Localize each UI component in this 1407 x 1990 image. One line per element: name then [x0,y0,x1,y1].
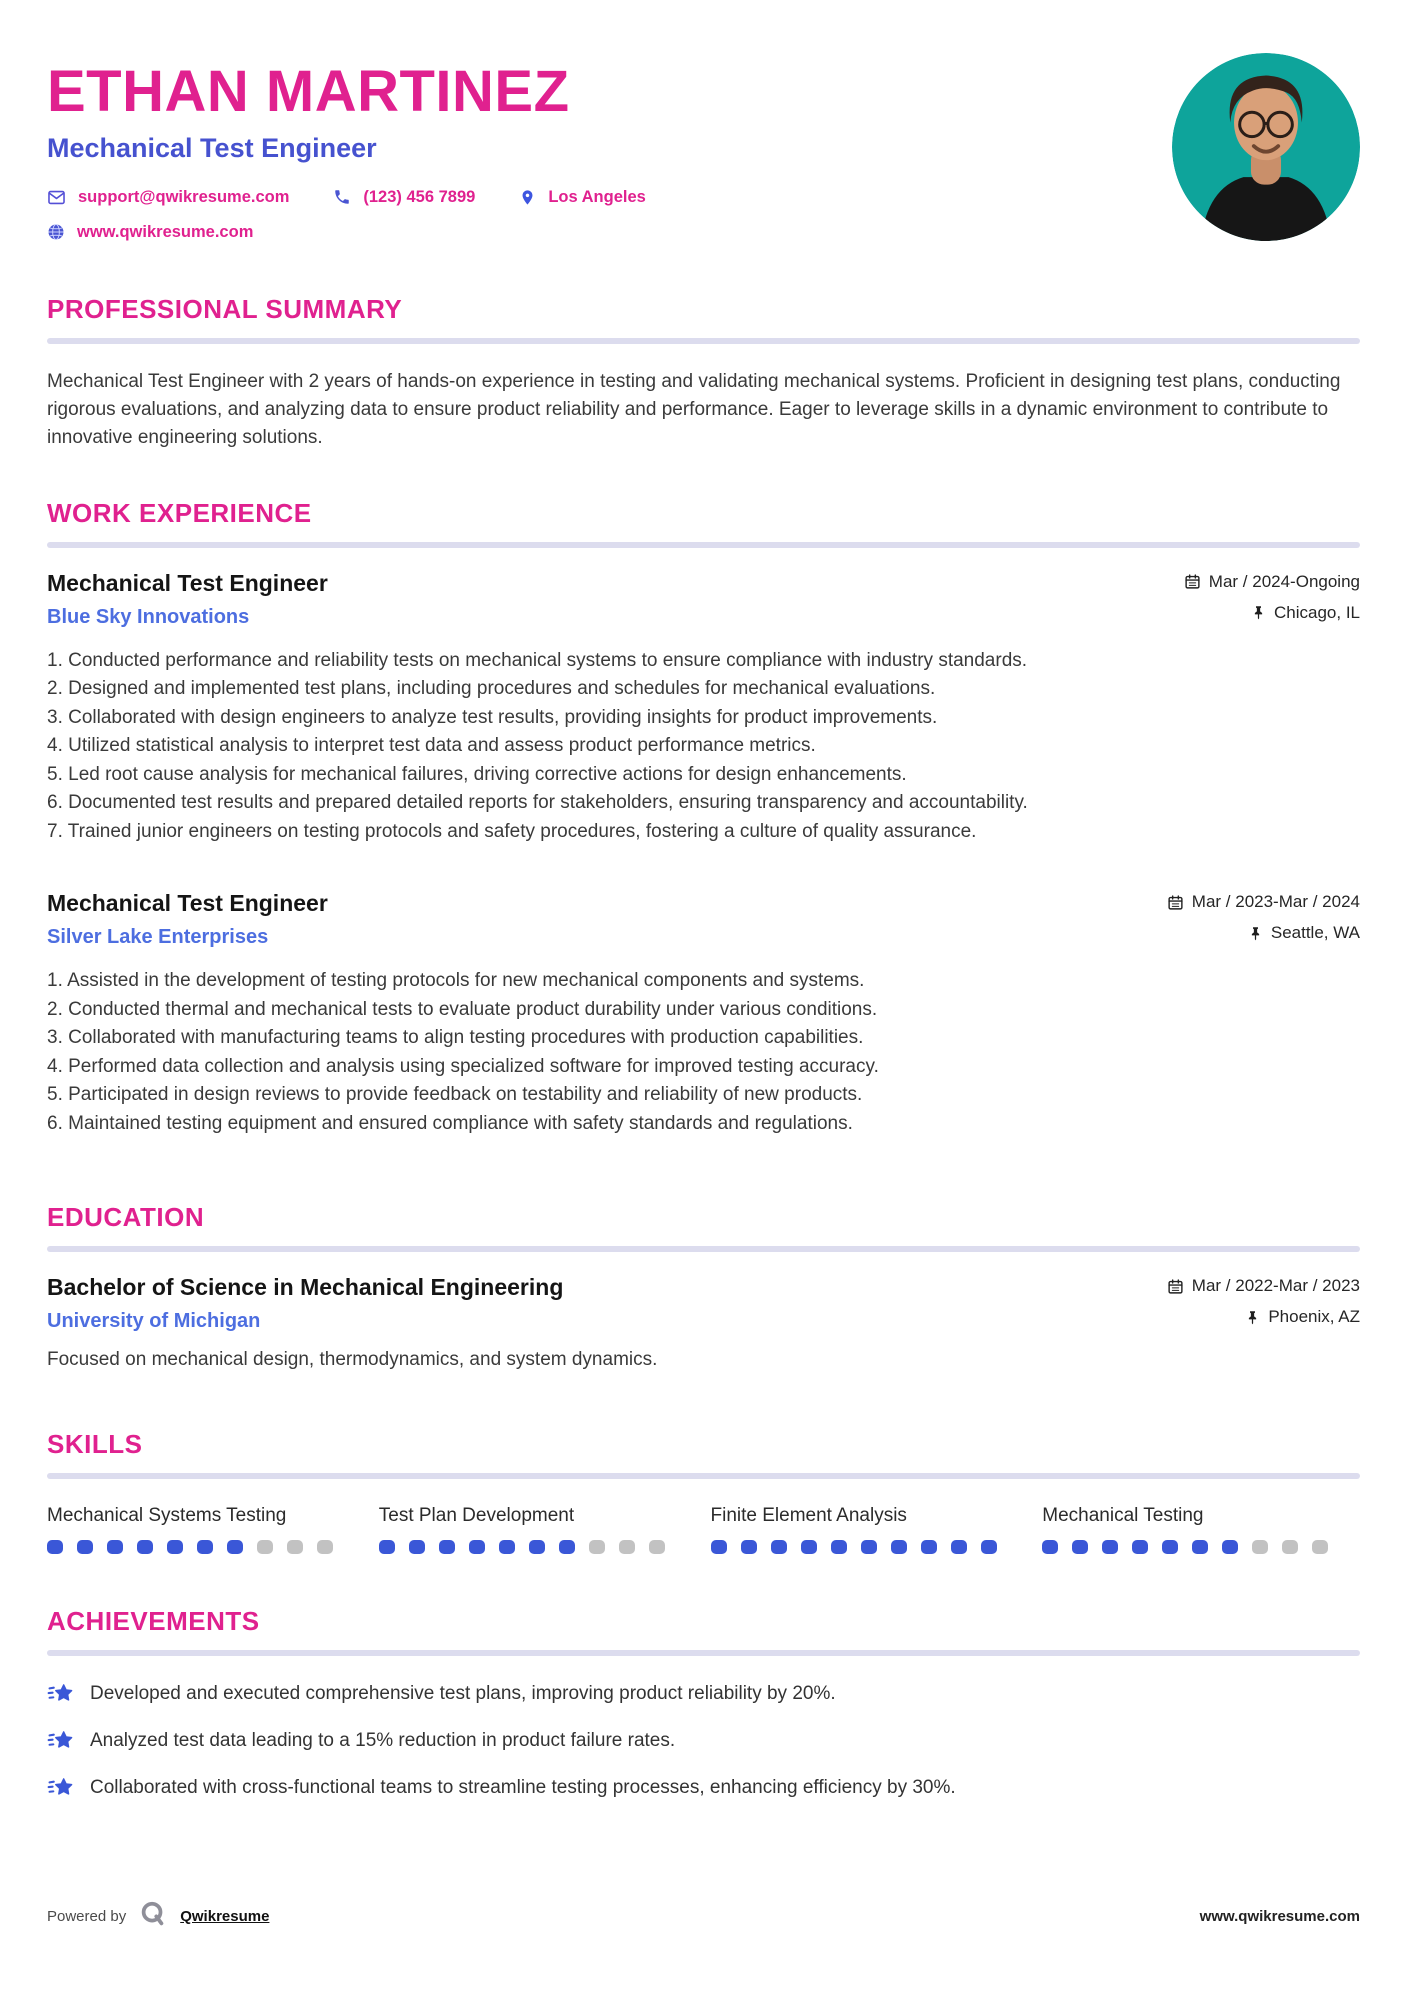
skill-dot-filled [77,1540,93,1554]
job-location [1251,603,1360,623]
job-dates-text: Mar / 2023-Mar / 2024 [1191,892,1360,912]
job-dates [1184,572,1360,592]
jobs-list [47,570,1360,1139]
job-company: Silver Lake Enterprises [47,926,269,949]
skill-item [1042,1505,1360,1554]
skill-dot-filled [167,1540,183,1554]
job-bullet: 4. Utilized statistical analysis to interpret test data and assess product performance metrics. [47,735,816,757]
skill-name: Finite Element Analysis [710,1505,907,1527]
achievement-star-icon [47,1774,75,1802]
contact-email-text: support@qwikresume.com [78,187,290,206]
skill-name: Test Plan Development [378,1505,575,1527]
skill-name: Mechanical Testing [1042,1505,1204,1527]
achievement-item [47,1774,1360,1802]
achievements-list [47,1680,1360,1802]
summary-text: Mechanical Test Engineer with 2 years of hands-on experience in testing and validating mechanical systems. Proficient in designing test plans, conducting rigorous evaluations, and analyzing data to ensure product reliability and performance. Eager to leverage skills in a dynamic environment to contribute to innovative engineering solutions. [47,370,1341,448]
skill-dot-filled [861,1540,877,1554]
pushpin-icon [1245,1310,1260,1325]
job-bullet: 2. Conducted thermal and mechanical tests to evaluate product durability under various conditions. [47,998,878,1020]
resume-header [47,59,1360,242]
section-skills [47,1429,1360,1554]
section-divider [47,338,1360,344]
job-bullet: 6. Maintained testing equipment and ensured compliance with safety standards and regulations. [47,1112,853,1134]
skill-name: Mechanical Systems Testing [47,1505,287,1527]
footer-website[interactable]: www.qwikresume.com [1199,1908,1360,1925]
skill-dot-filled [529,1540,545,1554]
achievements-heading: ACHIEVEMENTS [47,1606,260,1637]
skill-dot-filled [47,1540,63,1554]
job-bullets [47,647,1360,847]
achievement-item [47,1680,1360,1708]
job-bullet: 4. Performed data collection and analysis using specialized software for improved testing accuracy. [47,1055,879,1077]
skill-dot-empty [649,1540,665,1554]
skill-dot-filled [499,1540,515,1554]
skill-dot-filled [1102,1540,1118,1554]
skill-level-dots [1042,1540,1360,1554]
job-bullet: 5. Participated in design reviews to provide feedback on testability and reliability of new products. [47,1084,863,1106]
education-location [1245,1307,1360,1327]
job-bullet: 1. Assisted in the development of testing protocols for new mechanical components and systems. [47,970,865,992]
section-achievements [47,1606,1360,1802]
job-bullet: 3. Collaborated with design engineers to analyze test results, providing insights for product improvements. [47,706,938,728]
skill-dot-filled [921,1540,937,1554]
contact-website-text: www.qwikresume.com [77,222,254,241]
job-entry [47,570,1360,847]
page-footer [47,1899,1360,1934]
skill-dot-filled [439,1540,455,1554]
education-dates-text: Mar / 2022-Mar / 2023 [1191,1276,1360,1296]
job-bullet: 3. Collaborated with manufacturing teams to align testing procedures with production capabilities. [47,1027,864,1049]
skill-dot-filled [1042,1540,1058,1554]
education-description: Focused on mechanical design, thermodynamics, and system dynamics. [47,1349,658,1371]
contact-location [519,188,646,207]
degree-title: Bachelor of Science in Mechanical Engineering [47,1274,564,1301]
section-divider [47,542,1360,548]
job-location [1248,923,1360,943]
education-location-text: Phoenix, AZ [1268,1307,1360,1327]
skill-dot-filled [197,1540,213,1554]
job-bullet: 6. Documented test results and prepared detailed reports for stakeholders, ensuring transparency and accountability. [47,792,1028,814]
globe-icon [47,223,65,241]
skill-dot-filled [227,1540,243,1554]
skill-item [47,1505,365,1554]
job-dates-text: Mar / 2024-Ongoing [1208,571,1360,591]
job-entry [47,890,1360,1138]
achievement-text: Developed and executed comprehensive test plans, improving product reliability by 20%. [90,1683,836,1705]
skill-dot-filled [981,1540,997,1554]
contact-phone[interactable] [333,188,475,207]
skill-level-dots [47,1540,365,1554]
achievement-text: Analyzed test data leading to a 15% reduction in product failure rates. [90,1730,676,1752]
skill-dot-filled [1072,1540,1088,1554]
calendar-icon [1167,894,1184,911]
skill-item [379,1505,697,1554]
contact-row-1 [47,188,1360,207]
job-bullet: 5. Led root cause analysis for mechanical failures, driving corrective actions for design enhancements. [47,763,907,785]
skill-dot-filled [137,1540,153,1554]
section-work-experience [47,498,1360,1139]
pushpin-icon [1251,605,1266,620]
person-name: ETHAN MARTINEZ [47,59,570,124]
skill-dot-filled [711,1540,727,1554]
achievement-star-icon [47,1680,75,1708]
skill-dot-filled [1192,1540,1208,1554]
skill-level-dots [379,1540,697,1554]
skill-dot-filled [1222,1540,1238,1554]
skill-dot-empty [287,1540,303,1554]
job-location-text: Seattle, WA [1270,923,1360,943]
job-company: Blue Sky Innovations [47,605,250,628]
skill-dot-empty [619,1540,635,1554]
contact-row-2 [47,223,1360,242]
skill-item [711,1505,1029,1554]
job-title: Mechanical Test Engineer [47,569,328,596]
job-location-text: Chicago, IL [1274,602,1360,622]
section-education [47,1202,1360,1371]
contact-location-text: Los Angeles [548,187,646,206]
skill-dot-empty [317,1540,333,1554]
education-dates [1167,1276,1360,1296]
skill-dot-filled [1132,1540,1148,1554]
achievement-item [47,1727,1360,1755]
job-dates [1167,892,1360,912]
skill-dot-empty [1282,1540,1298,1554]
education-entry [47,1274,1360,1371]
skill-dot-filled [1162,1540,1178,1554]
skill-dot-filled [831,1540,847,1554]
skill-dot-filled [379,1540,395,1554]
job-bullets [47,967,1360,1138]
skill-dot-empty [257,1540,273,1554]
skill-dot-empty [1252,1540,1268,1554]
job-bullet: 1. Conducted performance and reliability tests on mechanical systems to ensure compliance with industry standards. [47,649,1028,671]
school-name: University of Michigan [47,1310,261,1333]
pushpin-icon [1248,926,1263,941]
map-pin-icon [519,189,536,206]
skill-dot-filled [891,1540,907,1554]
experience-heading: WORK EXPERIENCE [47,497,312,528]
powered-by-label: Powered by [47,1908,127,1925]
mail-icon [47,188,66,207]
summary-heading: PROFESSIONAL SUMMARY [47,293,403,324]
skill-level-dots [711,1540,1029,1554]
section-divider [47,1650,1360,1656]
skill-dot-filled [469,1540,485,1554]
achievement-text: Collaborated with cross-functional teams to streamline testing processes, enhancing efficiency by 30%. [90,1777,956,1799]
skill-dot-empty [1312,1540,1328,1554]
contact-phone-text: (123) 456 7899 [363,187,476,206]
skill-dot-filled [409,1540,425,1554]
person-job-title: Mechanical Test Engineer [47,132,377,163]
achievement-star-icon [47,1727,75,1755]
job-title: Mechanical Test Engineer [47,890,328,917]
section-divider [47,1246,1360,1252]
qwikresume-brand-link[interactable]: Qwikresume [180,1908,270,1925]
job-bullet: 2. Designed and implemented test plans, including procedures and schedules for mechanical evaluations. [47,678,936,700]
contact-website[interactable] [47,223,253,242]
skill-dot-filled [107,1540,123,1554]
calendar-icon [1184,573,1201,590]
calendar-icon [1167,1278,1184,1295]
skill-dot-empty [589,1540,605,1554]
skill-dot-filled [771,1540,787,1554]
qwikresume-logo-icon [138,1899,168,1934]
section-professional-summary [47,294,1360,452]
education-heading: EDUCATION [47,1202,205,1233]
section-divider [47,1473,1360,1479]
job-bullet: 7. Trained junior engineers on testing protocols and safety procedures, fostering a culture of quality assurance. [47,820,977,842]
contact-info [47,188,1360,242]
skills-heading: SKILLS [47,1429,143,1460]
skill-dot-filled [741,1540,757,1554]
avatar [1172,53,1360,241]
skill-dot-filled [801,1540,817,1554]
skill-dot-filled [559,1540,575,1554]
phone-icon [333,188,351,206]
skill-dot-filled [951,1540,967,1554]
avatar-illustration [1172,53,1360,241]
skills-list [47,1505,1360,1554]
contact-email[interactable] [47,188,289,207]
